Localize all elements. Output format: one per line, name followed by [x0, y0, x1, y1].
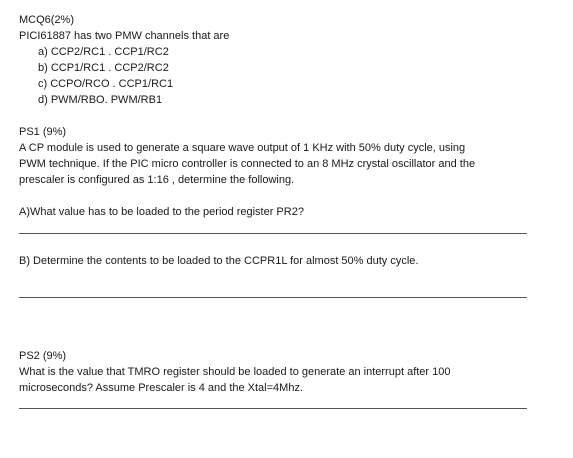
ps1-body-line-2: PWM technique. If the PIC micro controller is connected to an 8 MHz crystal oscillator and the	[19, 158, 476, 170]
ps1-part-a: A)What value has to be loaded to the period register PR2?	[19, 206, 304, 218]
ps2-body-line-2: microseconds? Assume Prescaler is 4 and the Xtal=4Mhz.	[19, 382, 303, 394]
ps1-body-line-3: prescaler is configured as 1:16 , determine the following.	[19, 174, 295, 186]
answer-line-ps2	[19, 408, 527, 409]
answer-line-a	[19, 233, 527, 234]
ps2-heading: PS2 (9%)	[19, 350, 67, 362]
mcq-option-a: a) CCP2/RC1 . CCP1/RC2	[38, 46, 169, 58]
answer-line-b	[19, 297, 527, 298]
ps1-part-b: B) Determine the contents to be loaded to the CCPR1L for almost 50% duty cycle.	[19, 255, 419, 267]
mcq-question: PICI61887 has two PMW channels that are	[19, 30, 230, 42]
ps2-body-line-1: What is the value that TMRO register should be loaded to generate an interrupt after 100	[19, 366, 451, 378]
mcq-option-c: c) CCPO/RCO . CCP1/RC1	[38, 78, 174, 90]
ps1-heading: PS1 (9%)	[19, 126, 67, 138]
ps1-body-line-1: A CP module is used to generate a square wave output of 1 KHz with 50% duty cycle, using	[19, 142, 466, 154]
mcq-option-d: d) PWM/RBO. PWM/RB1	[38, 94, 163, 106]
mcq-option-b: b) CCP1/RC1 . CCP2/RC2	[38, 62, 169, 74]
mcq-heading: MCQ6(2%)	[19, 14, 75, 26]
